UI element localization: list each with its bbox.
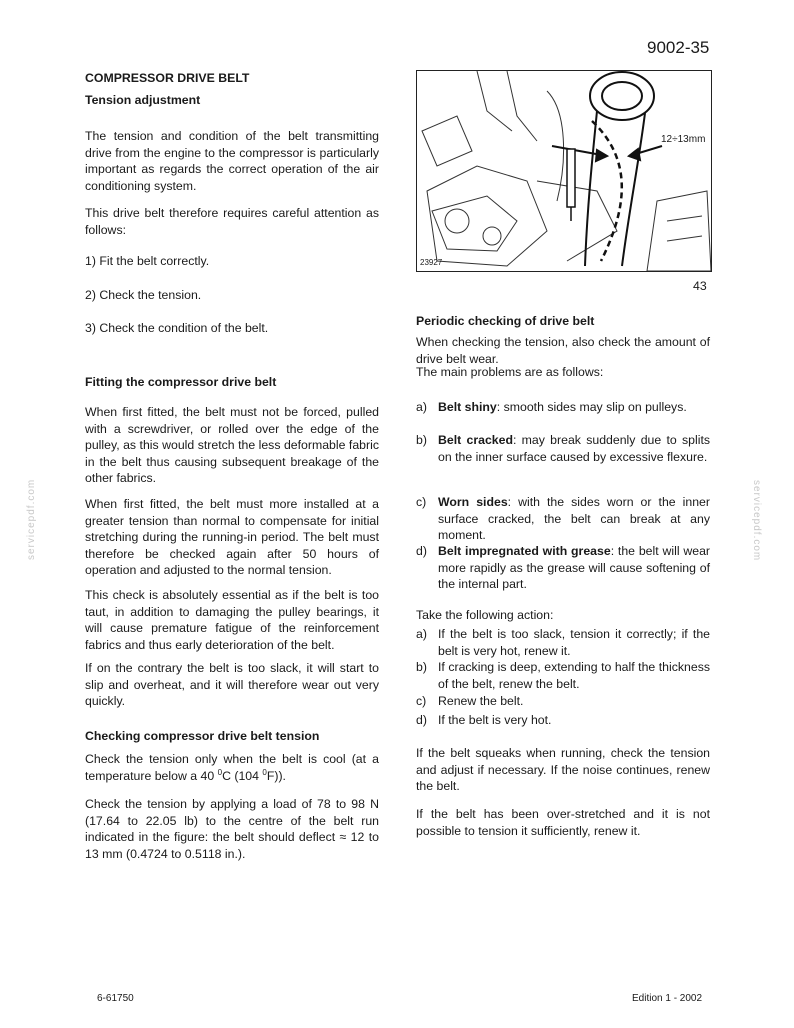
step-item	[85, 253, 379, 270]
action-item: a) If the belt is too slack, tension it correctly; if the belt is very hot, renew it.	[416, 627, 710, 658]
checking-paragraph-2: Check the tension by applying a load of 78 to 98 N (17.64 to 22.05 lb) to the centre of the belt run indicated in the figure: the belt should deflect ≈ 12 to 13 mm (0.4724 to 0.5118 in.).	[85, 797, 379, 861]
intro-paragraph-1: The tension and condition of the belt transmitting drive from the engine to the compressor is particularly important as regards the correct operation of the air conditioning system.	[85, 129, 379, 193]
fitting-paragraph-3: This check is absolutely essential as if the belt is too taut, in addition to damaging the pulley bearings, it will cause premature fatigue of the reinforcement fabrics and thus early deterioration of the belt.	[85, 588, 379, 652]
action-item: c) Renew the belt.	[416, 694, 524, 708]
problem-item: c) Worn sides: with the sides worn or the inner surface cracked, the belt can break at any moment.	[416, 495, 710, 543]
fitting-paragraph-1: When first fitted, the belt must not be forced, pulled with a screwdriver, or rolled over the edge of the pulley, as this would stretch the less deformable fabric in the belt thus causing subsequent breakage of the other fabrics.	[85, 405, 379, 486]
fitting-heading: Fitting the compressor drive belt	[85, 375, 277, 389]
action-intro: Take the following action:	[416, 608, 554, 622]
footer-edition: Edition 1 - 2002	[632, 993, 703, 1004]
problem-label: b)	[416, 433, 427, 447]
step-item	[85, 320, 379, 337]
overstretched-paragraph: If the belt has been over-stretched and it is not possible to tension it sufficiently, renew it.	[416, 807, 710, 838]
step-text: Check the tension.	[99, 288, 202, 302]
fitting-paragraph-2: When first fitted, the belt must more installed at a greater tension than normal to compensate for initial stretching during the running-in period. The belt must therefore be checked again after 50 hours of operation and adjusted to the normal tension.	[85, 497, 379, 578]
watermark-right: servicepdf.com	[751, 480, 762, 562]
problem-item: b) Belt cracked: may break suddenly due to splits on the inner surface caused by excessive flexure.	[416, 433, 711, 464]
watermark-left: servicepdf.com	[26, 478, 37, 560]
checking-heading: Checking compressor drive belt tension	[85, 729, 320, 743]
fitting-paragraph-4: If on the contrary the belt is too slack, it will start to slip and overheat, and it will therefore wear out very quickly.	[85, 661, 379, 709]
step-item	[85, 287, 379, 304]
belt-tension-figure	[416, 70, 712, 272]
step-label: 2)	[85, 288, 96, 302]
section-title: COMPRESSOR DRIVE BELT	[85, 71, 250, 85]
problem-item: a) Belt shiny: smooth sides may slip on pulleys.	[416, 400, 687, 414]
checking-paragraph-1: Check the tension only when the belt is cool (at a temperature below a 40 $^0$C (104 $^0$F)).	[85, 752, 379, 783]
periodic-heading: Periodic checking of drive belt	[416, 314, 595, 328]
problem-item: d) Belt impregnated with grease: the belt will wear more rapidly as the grease will cause softening of the internal part.	[416, 544, 711, 592]
step-label: 3)	[85, 321, 96, 335]
squeak-paragraph: If the belt squeaks when running, check the tension and adjust if necessary. If the noise continues, renew the belt.	[416, 746, 710, 794]
page-number: 9002-35	[647, 38, 710, 57]
figure-number: 43	[693, 279, 707, 293]
periodic-paragraph-1: When checking the tension, also check the amount of drive belt wear.	[416, 335, 710, 366]
problem-label: a)	[416, 400, 427, 414]
periodic-paragraph-2: The main problems are as follows:	[416, 365, 604, 379]
engine-illustration	[417, 71, 711, 271]
problem-label: c)	[416, 495, 427, 509]
section-subtitle: Tension adjustment	[85, 93, 201, 107]
deflection-label: 12÷13mm	[661, 134, 706, 145]
intro-paragraph-2: This drive belt therefore requires careful attention as follows:	[85, 206, 379, 237]
step-text: Fit the belt correctly.	[99, 254, 210, 268]
step-text: Check the condition of the belt.	[99, 321, 269, 335]
figure-reference: 23927	[420, 258, 443, 267]
problem-label: d)	[416, 544, 427, 558]
action-item: d) If the belt is very hot.	[416, 713, 552, 727]
action-item: b) If cracking is deep, extending to half the thickness of the belt, renew the belt.	[416, 660, 710, 691]
step-label: 1)	[85, 254, 96, 268]
footer-document-number: 6-61750	[97, 993, 134, 1004]
